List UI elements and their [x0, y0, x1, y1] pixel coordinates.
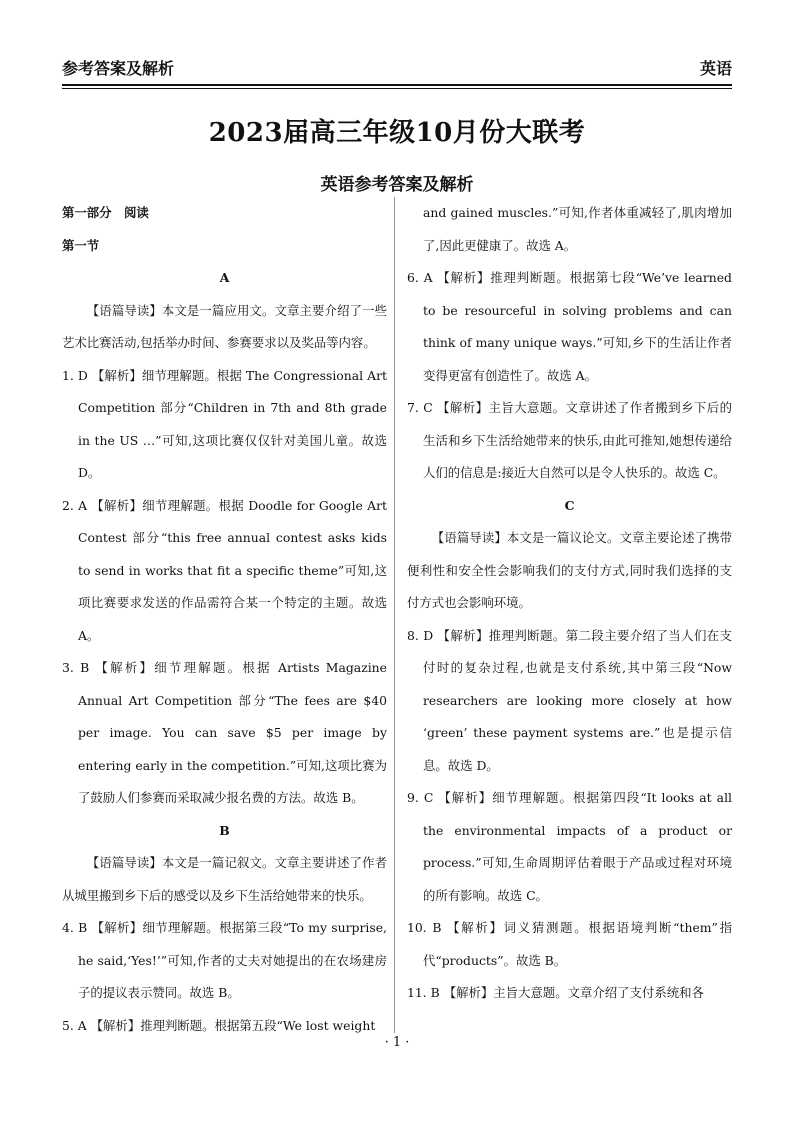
- left-column: [62, 197, 387, 1042]
- passage-b-heading: B: [219, 822, 230, 838]
- passage-a-heading: A: [219, 270, 230, 285]
- header-subject: 英语: [699, 59, 732, 78]
- page-header: [62, 52, 732, 80]
- right-column: [407, 197, 732, 1010]
- answer-5-continued: and gained muscles.”可知,作者体重减轻了,肌肉增加了,因此更健康了。故选 A。: [423, 205, 732, 253]
- answer-10: 10. B 【解析】词义猜测题。根据语境判断“them”指代“products”。故选 B。: [407, 920, 732, 968]
- answer-8: 8. D 【解析】推理判断题。第二段主要介绍了当人们在支付时的复杂过程,也就是支付系统,其中第三段“Now researchers are looking more closely at how ‘green’ these payment systems are.”也是提示信息。故选 D。: [407, 627, 732, 773]
- page-title: 2023届高三年级10月份大联考: [208, 118, 586, 148]
- answer-11: 11. B 【解析】主旨大意题。文章介绍了支付系统和各: [407, 985, 704, 1000]
- header-rule-thick: [62, 84, 732, 86]
- header-doc-type: 参考答案及解析: [62, 59, 175, 78]
- section-heading: 第一节: [62, 237, 100, 253]
- answer-6: 6. A 【解析】推理判断题。根据第七段“We’ve learned to be resourceful in solving problems and can think of many unique ways.”可知,乡下的生活让作者变得更富有创造性了。故选 A。: [407, 270, 732, 383]
- answer-9: 9. C 【解析】细节理解题。根据第四段“It looks at all the environmental impacts of a product or process.”可知,生命周期评估着眼于产品或过程对环境的所有影响。故选 C。: [407, 790, 732, 903]
- answer-7: 7. C 【解析】主旨大意题。文章讲述了作者搬到乡下后的生活和乡下生活给她带来的快乐,由此可推知,她想传递给人们的信息是:接近大自然可以是令人快乐的。故选 C。: [407, 400, 732, 480]
- page-number: · 1 ·: [384, 1035, 410, 1050]
- part-heading: 第一部分 阅读: [62, 205, 149, 220]
- answer-4: 4. B 【解析】细节理解题。根据第三段“To my surprise, he said,‘Yes!’”可知,作者的丈夫对她提出的在农场建房子的提议表示赞同。故选 B。: [62, 920, 387, 1000]
- answer-3: 3. B 【解析】细节理解题。根据 Artists Magazine Annual Art Competition 部分“The fees are $40 per image. You can save $5 per image by entering early in the competition.”可知,这项比赛为了鼓励人们参赛而采取减少报名费的方法。故选 B。: [62, 660, 387, 805]
- answer-5: 5. A 【解析】推理判断题。根据第五段“We lost weight: [62, 1017, 376, 1033]
- passage-c-guide: 【语篇导读】本文是一篇议论文。文章主要论述了携带便利性和安全性会影响我们的支付方式,同时我们选择的支付方式也会影响环境。: [407, 530, 732, 610]
- answer-2: 2. A 【解析】细节理解题。根据 Doodle for Google Art Contest 部分“this free annual contest asks kids to send in works that fit a specific theme”可知,这项比赛要求发送的作品需符合某一个特定的主题。故选 A。: [62, 497, 387, 643]
- page-subtitle: 英语参考答案及解析: [320, 175, 474, 195]
- passage-a-guide: 【语篇导读】本文是一篇应用文。文章主要介绍了一些艺术比赛活动,包括举办时间、参赛要求以及奖品等内容。: [62, 302, 387, 350]
- passage-b-guide: 【语篇导读】本文是一篇记叙文。文章主要讲述了作者从城里搬到乡下后的感受以及乡下生活给她带来的快乐。: [62, 855, 387, 903]
- answer-1: 1. D 【解析】细节理解题。根据 The Congressional Art Competition 部分“Children in 7th and 8th grade in the US …”可知,这项比赛仅仅针对美国儿童。故选 D。: [62, 367, 387, 480]
- header-rule-thin: [62, 88, 732, 89]
- column-divider: [394, 197, 395, 1033]
- passage-c-heading: C: [564, 497, 575, 513]
